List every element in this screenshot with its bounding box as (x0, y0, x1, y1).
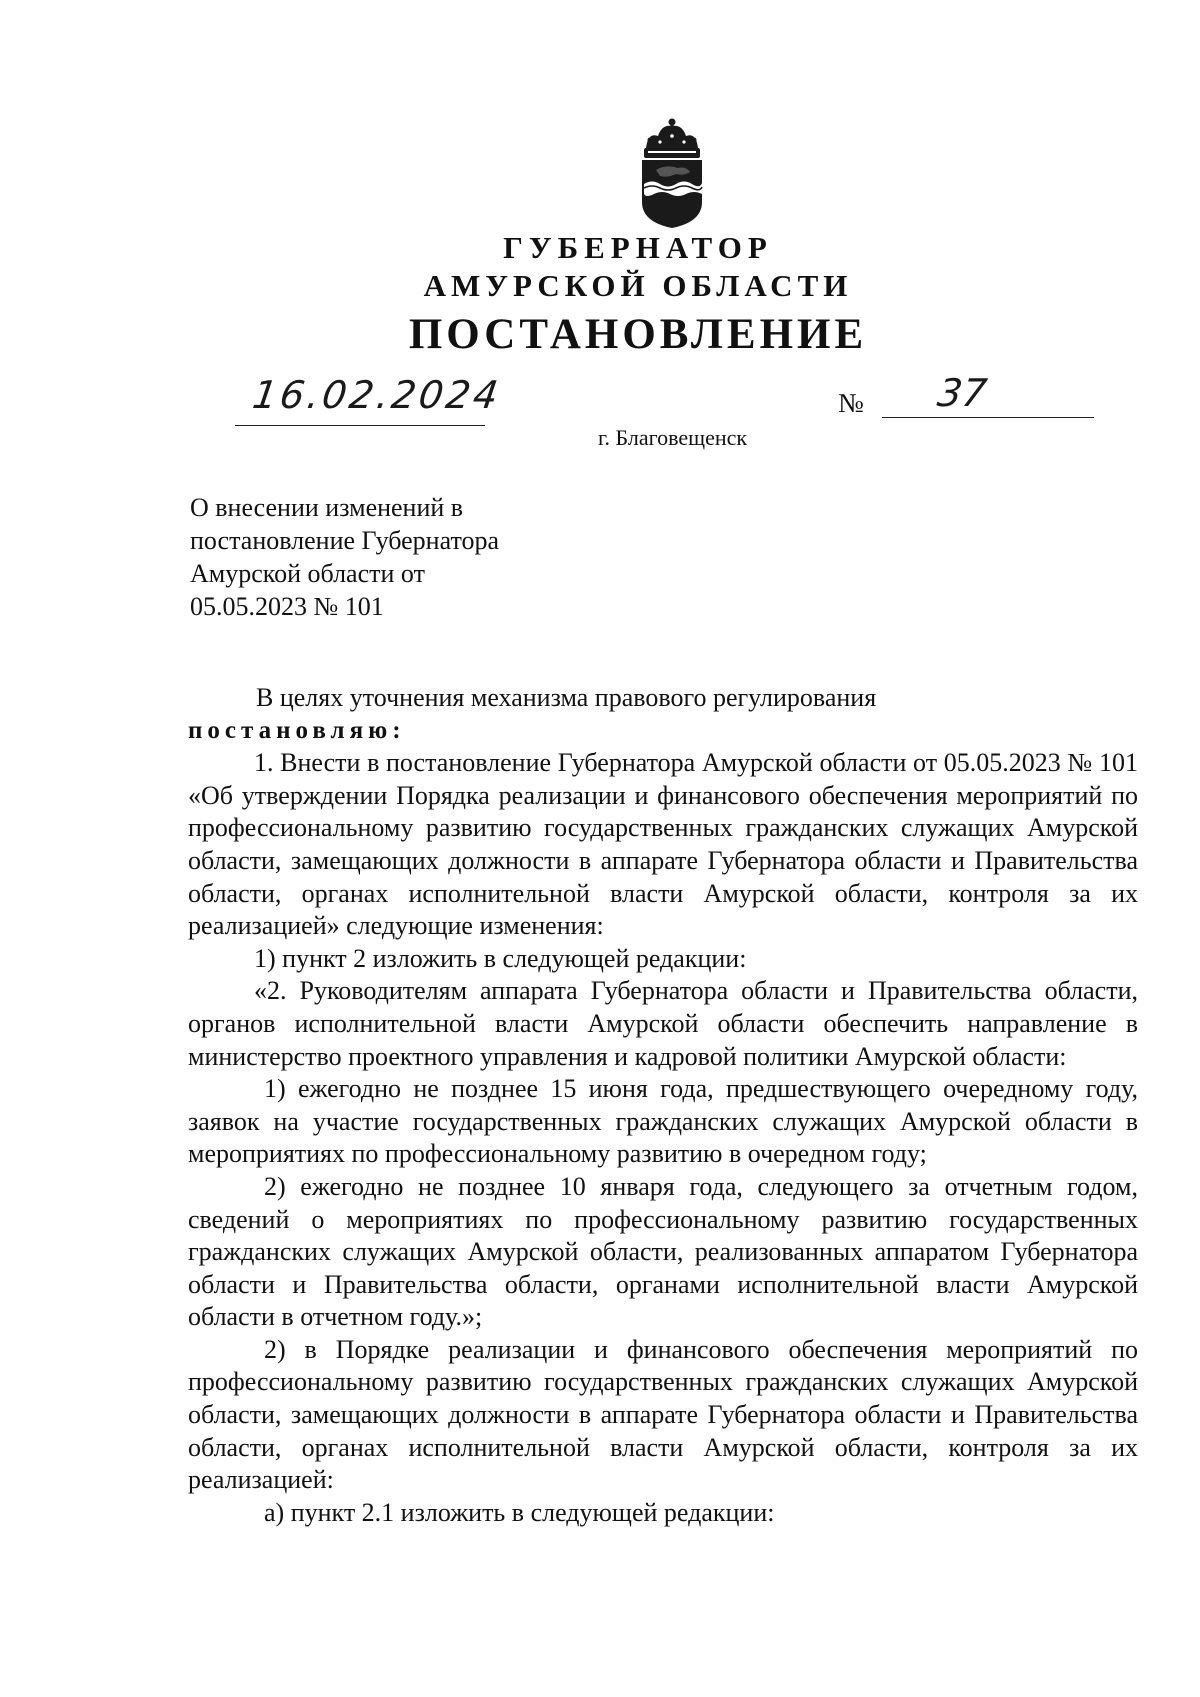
paragraph-amendment-1: 1) пункт 2 изложить в следующей редакции: (254, 943, 747, 973)
subject-line: постановление Губернатора (190, 526, 500, 555)
paragraph-subitem-2: 2) ежегодно не позднее 10 января года, следующего за отчетным годом, сведений о мероприятиях по профессиональному развитию государственных гражданских служащих Амурской области, реализованных аппаратом Губернатора области и Правительства области, органами исполнительной власти Амурской области в отчетном году.»; (188, 1171, 1138, 1332)
subject-block (190, 491, 610, 623)
city-name: г. Благовещенск (598, 425, 748, 450)
number-handwritten: 37 (934, 371, 990, 415)
resolve-word: постановляю: (188, 716, 406, 744)
date-field (235, 373, 504, 426)
authority-title-line2: АМУРСКОЙ ОБЛАСТИ (423, 268, 853, 303)
document-type-title: ПОСТАНОВЛЕНИЕ (408, 311, 868, 358)
number-label: № (838, 388, 864, 418)
paragraph-amendment-2: 2) в Порядке реализации и финансового обеспечения мероприятий по профессиональному развитию государственных гражданских служащих Амурской области, замещающих должности в аппарате Губернатора области и Правительства области, органах исполнительной власти Амурской области, контроля за их реализацией: (188, 1334, 1138, 1495)
paragraph-quoted-2: «2. Руководителям аппарата Губернатора области и Правительства области, органов исполнительной власти Амурской области обеспечить направление в министерство проектного управления и кадровой политики Амурской области: (188, 976, 1138, 1071)
intro-paragraph: В целях уточнения механизма правового регулирования (256, 683, 877, 712)
date-handwritten: 16.02.2024 (249, 373, 504, 417)
subject-line: Амурской области от (190, 559, 425, 588)
paragraph-amendment-2a: а) пункт 2.1 изложить в следующей редакции: (264, 1497, 775, 1527)
paragraph-subitem-1: 1) ежегодно не позднее 15 июня года, предшествующего очередному году, заявок на участие государственных гражданских служащих Амурской области в мероприятиях по профессиональному развитию в очередном году; (188, 1074, 1138, 1169)
subject-line: О внесении изменений в (190, 493, 464, 522)
paragraph-1: 1. Внести в постановление Губернатора Амурской области от 05.05.2023 № 101 «Об утверждении Порядка реализации и финансового обеспечения мероприятий по профессиональному развитию государственных гражданских служащих Амурской области, замещающих должности в аппарате Губернатора области и Правительства области, органах исполнительной власти Амурской области, контроля за их реализацией» следующие изменения: (188, 748, 1138, 941)
subject-line: 05.05.2023 № 101 (190, 592, 384, 621)
document-body (188, 682, 1138, 1529)
number-field (882, 371, 1094, 418)
coat-of-arms-icon (626, 118, 718, 230)
authority-title-line1: ГУБЕРНАТОР (503, 230, 773, 265)
